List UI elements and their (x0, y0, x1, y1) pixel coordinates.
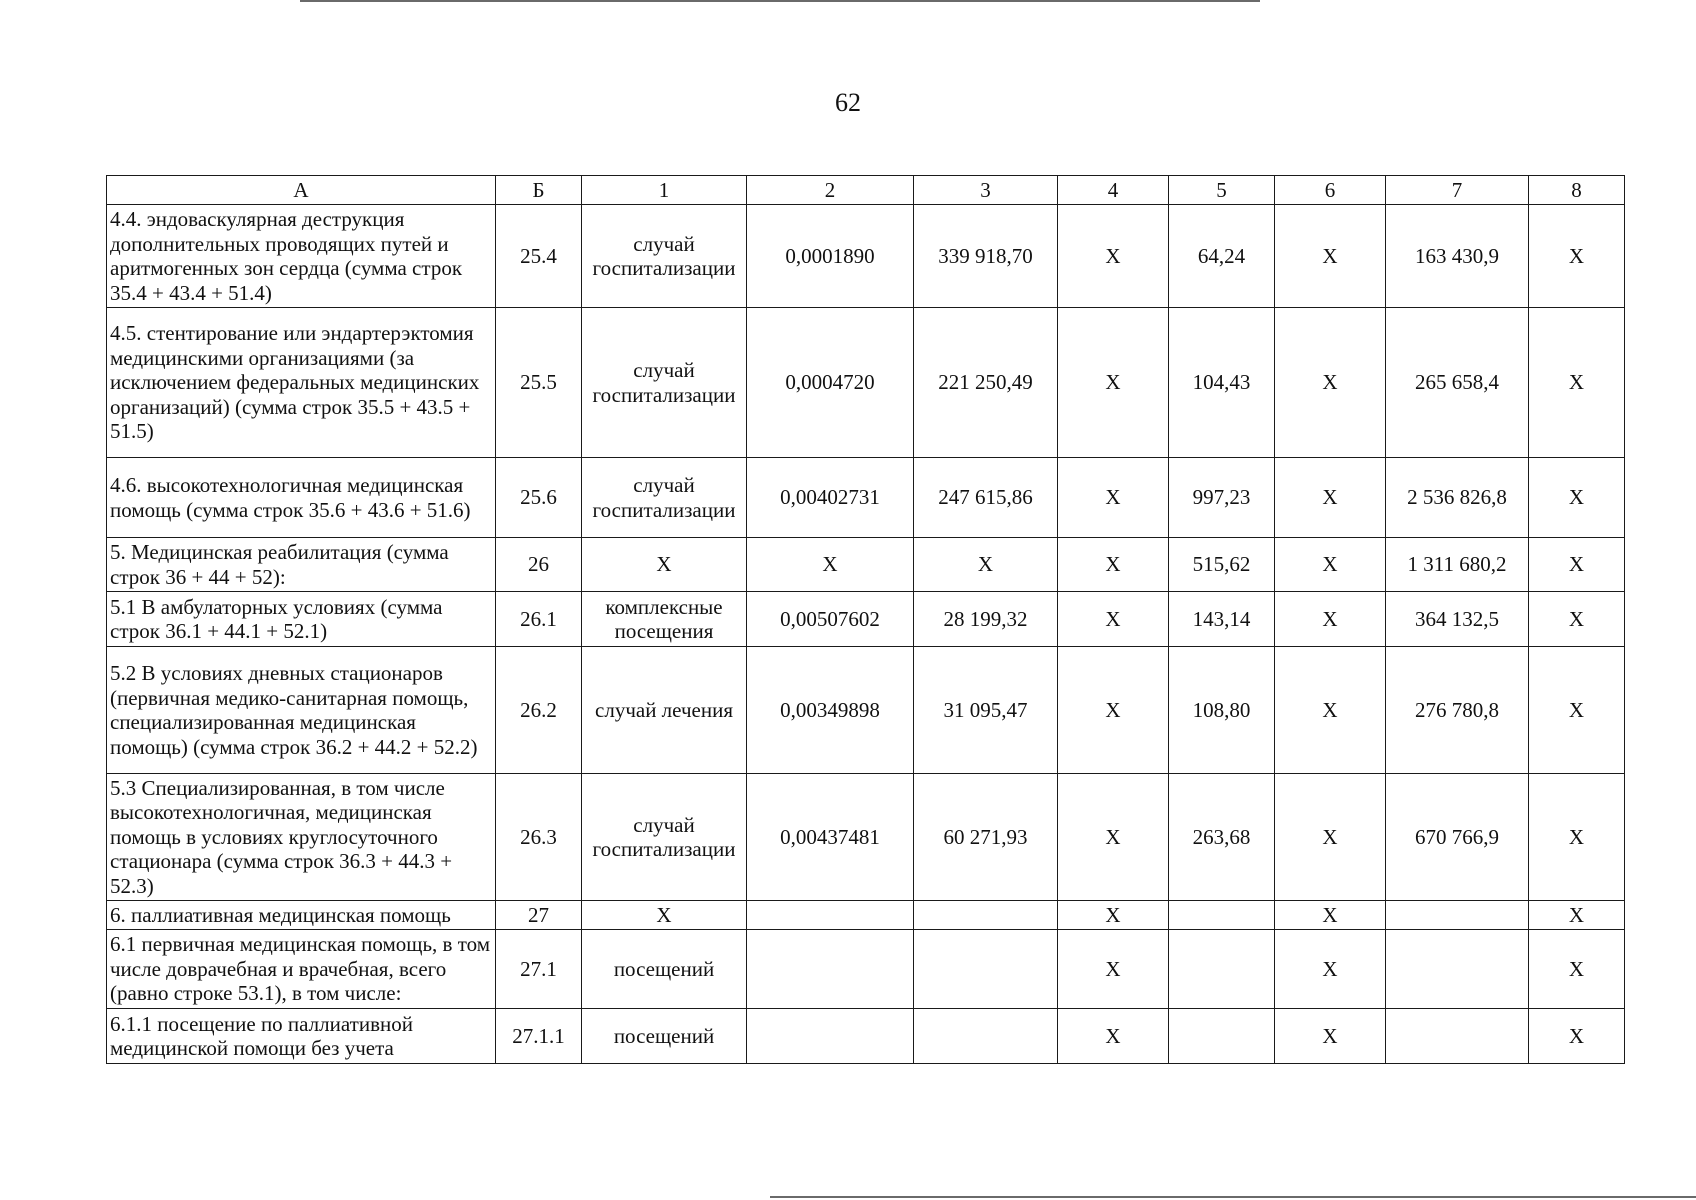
value-cell: Х (1058, 1009, 1169, 1064)
value-cell: Х (1275, 774, 1386, 901)
value-cell: 515,62 (1169, 538, 1275, 592)
row-code-cell: 26.1 (496, 592, 582, 647)
scan-top-edge (300, 0, 1260, 2)
table-row (107, 930, 1625, 1009)
row-code-cell: 26.3 (496, 774, 582, 901)
value-cell: 143,14 (1169, 592, 1275, 647)
value-cell (1169, 930, 1275, 1009)
value-cell: 0,00507602 (747, 592, 914, 647)
table-row (107, 901, 1625, 930)
column-header: 6 (1275, 176, 1386, 205)
value-cell: 0,0001890 (747, 205, 914, 308)
value-cell: Х (1529, 458, 1625, 538)
unit-cell: комплексные посещения (582, 592, 747, 647)
value-cell: Х (1058, 647, 1169, 774)
value-cell: 0,00349898 (747, 647, 914, 774)
table-row (107, 308, 1625, 458)
unit-cell: Х (582, 538, 747, 592)
row-name-cell: 5.3 Специализированная, в том числе высокотехнологичная, медицинская помощь в условиях круглосуточного стационара (сумма строк 36.3 + 44.3 + 52.3) (107, 774, 496, 901)
row-code-cell: 27.1 (496, 930, 582, 1009)
value-cell: 104,43 (1169, 308, 1275, 458)
value-cell (1386, 1009, 1529, 1064)
table-row (107, 205, 1625, 308)
value-cell (914, 930, 1058, 1009)
value-cell: 163 430,9 (1386, 205, 1529, 308)
row-name-cell: 5. Медицинская реабилитация (сумма строк 36 + 44 + 52): (107, 538, 496, 592)
row-code-cell: 26 (496, 538, 582, 592)
value-cell: 2 536 826,8 (1386, 458, 1529, 538)
value-cell (747, 930, 914, 1009)
value-cell (1169, 901, 1275, 930)
unit-cell: случай госпитализации (582, 205, 747, 308)
unit-cell: посещений (582, 930, 747, 1009)
value-cell: Х (1529, 930, 1625, 1009)
value-cell: Х (1529, 1009, 1625, 1064)
value-cell: Х (1275, 458, 1386, 538)
table-row (107, 1009, 1625, 1064)
value-cell: Х (1529, 308, 1625, 458)
value-cell: 247 615,86 (914, 458, 1058, 538)
value-cell: Х (1529, 592, 1625, 647)
table-row (107, 647, 1625, 774)
value-cell: 1 311 680,2 (1386, 538, 1529, 592)
value-cell: Х (1058, 592, 1169, 647)
value-cell: Х (1275, 901, 1386, 930)
row-name-cell: 6.1 первичная медицинская помощь, в том числе доврачебная и врачебная, всего (равно строке 53.1), в том числе: (107, 930, 496, 1009)
column-header: 2 (747, 176, 914, 205)
value-cell (747, 901, 914, 930)
row-name-cell: 4.6. высокотехнологичная медицинская помощь (сумма строк 35.6 + 43.6 + 51.6) (107, 458, 496, 538)
value-cell: 28 199,32 (914, 592, 1058, 647)
column-header: 7 (1386, 176, 1529, 205)
value-cell: 670 766,9 (1386, 774, 1529, 901)
value-cell (1386, 930, 1529, 1009)
value-cell: 0,00437481 (747, 774, 914, 901)
page-number: 62 (835, 88, 861, 117)
value-cell: Х (1529, 774, 1625, 901)
row-code-cell: 27 (496, 901, 582, 930)
row-name-cell: 6. паллиативная медицинская помощь (107, 901, 496, 930)
value-cell: 339 918,70 (914, 205, 1058, 308)
data-table (106, 175, 1625, 1064)
value-cell: 364 132,5 (1386, 592, 1529, 647)
unit-cell: Х (582, 901, 747, 930)
table-row (107, 592, 1625, 647)
row-code-cell: 25.4 (496, 205, 582, 308)
value-cell: Х (1529, 647, 1625, 774)
value-cell: 221 250,49 (914, 308, 1058, 458)
column-header: Б (496, 176, 582, 205)
table-row (107, 774, 1625, 901)
value-cell: Х (1275, 592, 1386, 647)
value-cell: Х (1529, 901, 1625, 930)
value-cell: 997,23 (1169, 458, 1275, 538)
row-name-cell: 6.1.1 посещение по паллиативной медицинской помощи без учета (107, 1009, 496, 1064)
value-cell: Х (1058, 901, 1169, 930)
row-code-cell: 25.6 (496, 458, 582, 538)
column-header: 5 (1169, 176, 1275, 205)
value-cell: Х (1275, 1009, 1386, 1064)
value-cell: Х (747, 538, 914, 592)
column-header: 3 (914, 176, 1058, 205)
value-cell: 265 658,4 (1386, 308, 1529, 458)
value-cell: Х (1275, 930, 1386, 1009)
value-cell: Х (1275, 647, 1386, 774)
table-row (107, 538, 1625, 592)
row-name-cell: 4.5. стентирование или эндартерэктомия медицинскими организациями (за исключением федеральных медицинских организаций) (сумма строк 35.5 + 43.5 + 51.5) (107, 308, 496, 458)
value-cell: 276 780,8 (1386, 647, 1529, 774)
row-code-cell: 27.1.1 (496, 1009, 582, 1064)
value-cell: Х (1529, 538, 1625, 592)
table-header-row (107, 176, 1625, 205)
value-cell (914, 1009, 1058, 1064)
value-cell: Х (1529, 205, 1625, 308)
row-name-cell: 5.2 В условиях дневных стационаров (первичная медико-санитарная помощь, специализированная медицинская помощь) (сумма строк 36.2 + 44.2 + 52.2) (107, 647, 496, 774)
unit-cell: посещений (582, 1009, 747, 1064)
value-cell: Х (1058, 538, 1169, 592)
row-name-cell: 5.1 В амбулаторных условиях (сумма строк 36.1 + 44.1 + 52.1) (107, 592, 496, 647)
row-code-cell: 26.2 (496, 647, 582, 774)
column-header: 4 (1058, 176, 1169, 205)
value-cell (914, 901, 1058, 930)
value-cell: 263,68 (1169, 774, 1275, 901)
value-cell (1169, 1009, 1275, 1064)
value-cell: 60 271,93 (914, 774, 1058, 901)
column-header: 1 (582, 176, 747, 205)
value-cell: Х (1058, 308, 1169, 458)
value-cell: 108,80 (1169, 647, 1275, 774)
row-code-cell: 25.5 (496, 308, 582, 458)
value-cell: 64,24 (1169, 205, 1275, 308)
unit-cell: случай госпитализации (582, 458, 747, 538)
value-cell: 31 095,47 (914, 647, 1058, 774)
value-cell: Х (1275, 538, 1386, 592)
value-cell: Х (914, 538, 1058, 592)
value-cell: Х (1058, 774, 1169, 901)
row-name-cell: 4.4. эндоваскулярная деструкция дополнительных проводящих путей и аритмогенных зон сердца (сумма строк 35.4 + 43.4 + 51.4) (107, 205, 496, 308)
value-cell: Х (1275, 205, 1386, 308)
column-header: А (107, 176, 496, 205)
unit-cell: случай лечения (582, 647, 747, 774)
scan-bottom-edge (770, 1196, 1696, 1198)
value-cell (747, 1009, 914, 1064)
value-cell: Х (1058, 205, 1169, 308)
unit-cell: случай госпитализации (582, 774, 747, 901)
value-cell: 0,0004720 (747, 308, 914, 458)
value-cell (1386, 901, 1529, 930)
value-cell: 0,00402731 (747, 458, 914, 538)
unit-cell: случай госпитализации (582, 308, 747, 458)
value-cell: Х (1058, 458, 1169, 538)
column-header: 8 (1529, 176, 1625, 205)
value-cell: Х (1058, 930, 1169, 1009)
value-cell: Х (1275, 308, 1386, 458)
table-row (107, 458, 1625, 538)
